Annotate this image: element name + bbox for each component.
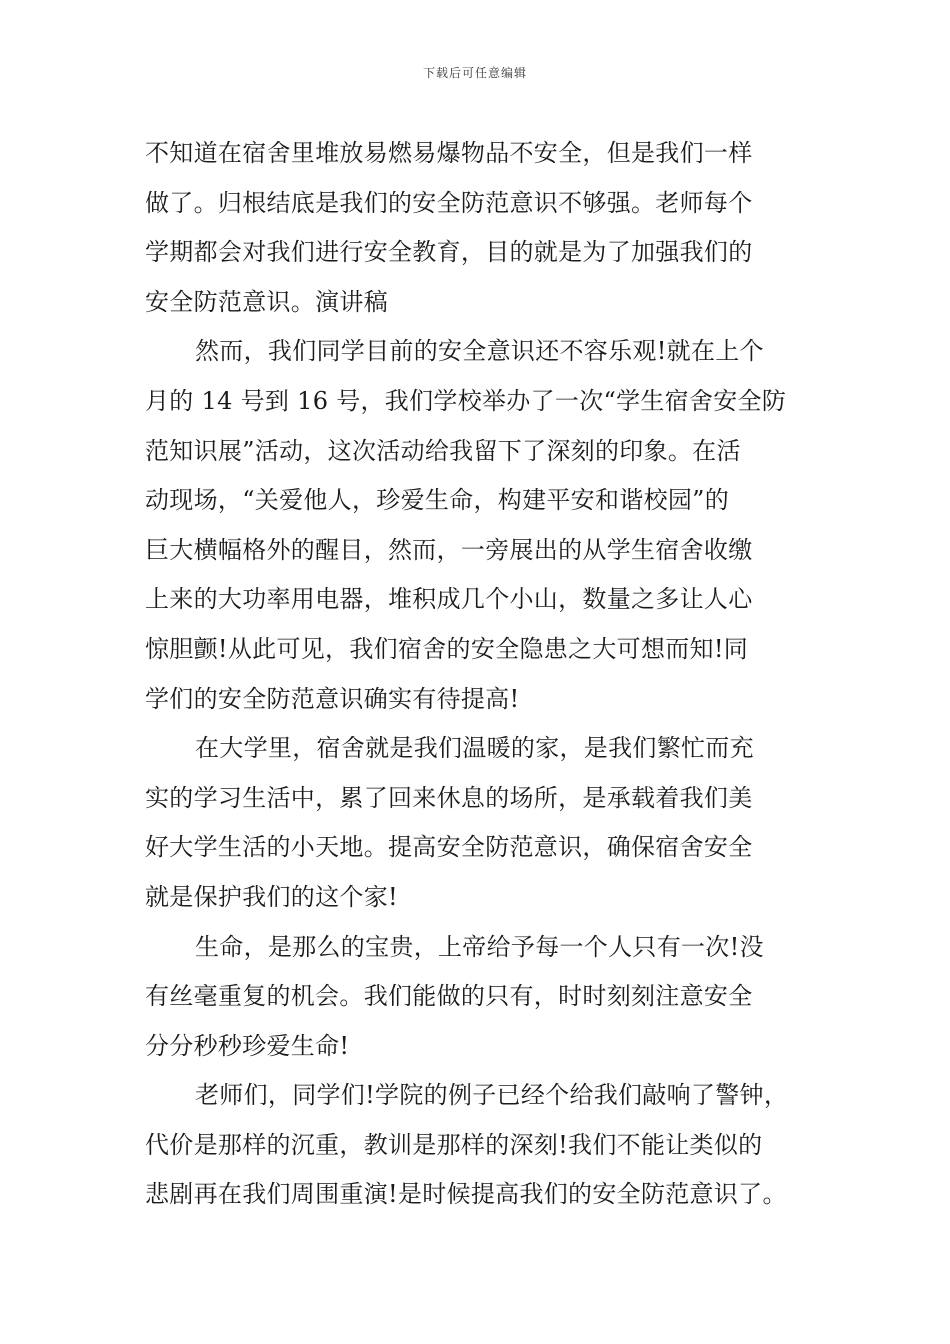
text-line: 学们的安全防范意识确实有待提高!: [145, 684, 520, 713]
text-line: 老师们，同学们!学院的例子已经个给我们敲响了警钟，: [195, 1081, 789, 1110]
text-line: 生命，是那么的宝贵，上帝给予每一个人只有一次!没: [195, 932, 764, 961]
text-line: 上来的大功率用电器，堆积成几个小山，数量之多让人心: [145, 585, 753, 614]
text-line: 有丝毫重复的机会。我们能做的只有，时时刻刻注意安全: [145, 982, 753, 1011]
text-line: 学期都会对我们进行安全教育，目的就是为了加强我们的: [145, 238, 753, 267]
text-line: 然而，我们同学目前的安全意识还不容乐观!就在上个: [195, 337, 764, 366]
text-line: 安全防范意识。演讲稿: [145, 287, 388, 316]
text-line: 在大学里，宿舍就是我们温暖的家，是我们繁忙而充: [195, 734, 754, 763]
text-line: 不知道在宿舍里堆放易燃易爆物品不安全，但是我们一样: [145, 139, 753, 167]
text-line: 巨大横幅格外的醒目，然而，一旁展出的从学生宿舍收缴: [145, 535, 753, 564]
text-line: 分分秒秒珍爱生命!: [145, 1031, 350, 1060]
text-line: 月的 14 号到 16 号，我们学校举办了一次“学生宿舍安全防: [145, 386, 787, 415]
text-line: 好大学生活的小天地。提高安全防范意识，确保宿舍安全: [145, 833, 753, 862]
text-line: 悲剧再在我们周围重演!是时候提高我们的安全防范意识了。: [145, 1180, 787, 1209]
text-line: 惊胆颤!从此可见，我们宿舍的安全隐患之大可想而知!同: [145, 634, 749, 663]
text-line: 做了。归根结底是我们的安全防范意识不够强。老师每个: [145, 188, 753, 217]
document-body: [145, 129, 815, 1220]
text-line: 代价是那样的沉重，教训是那样的深刻!我们不能让类似的: [145, 1130, 763, 1159]
text-line: 动现场，“关爱他人，珍爱生命，构建平安和谐校园”的: [145, 486, 730, 515]
text-line: 就是保护我们的这个家!: [145, 882, 398, 911]
text-line: 范知识展”活动，这次活动给我留下了深刻的印象。在活: [145, 436, 741, 465]
page-header: 下载后可任意编辑: [422, 66, 527, 80]
text-line: 实的学习生活中，累了回来休息的场所，是承载着我们美: [145, 783, 753, 812]
